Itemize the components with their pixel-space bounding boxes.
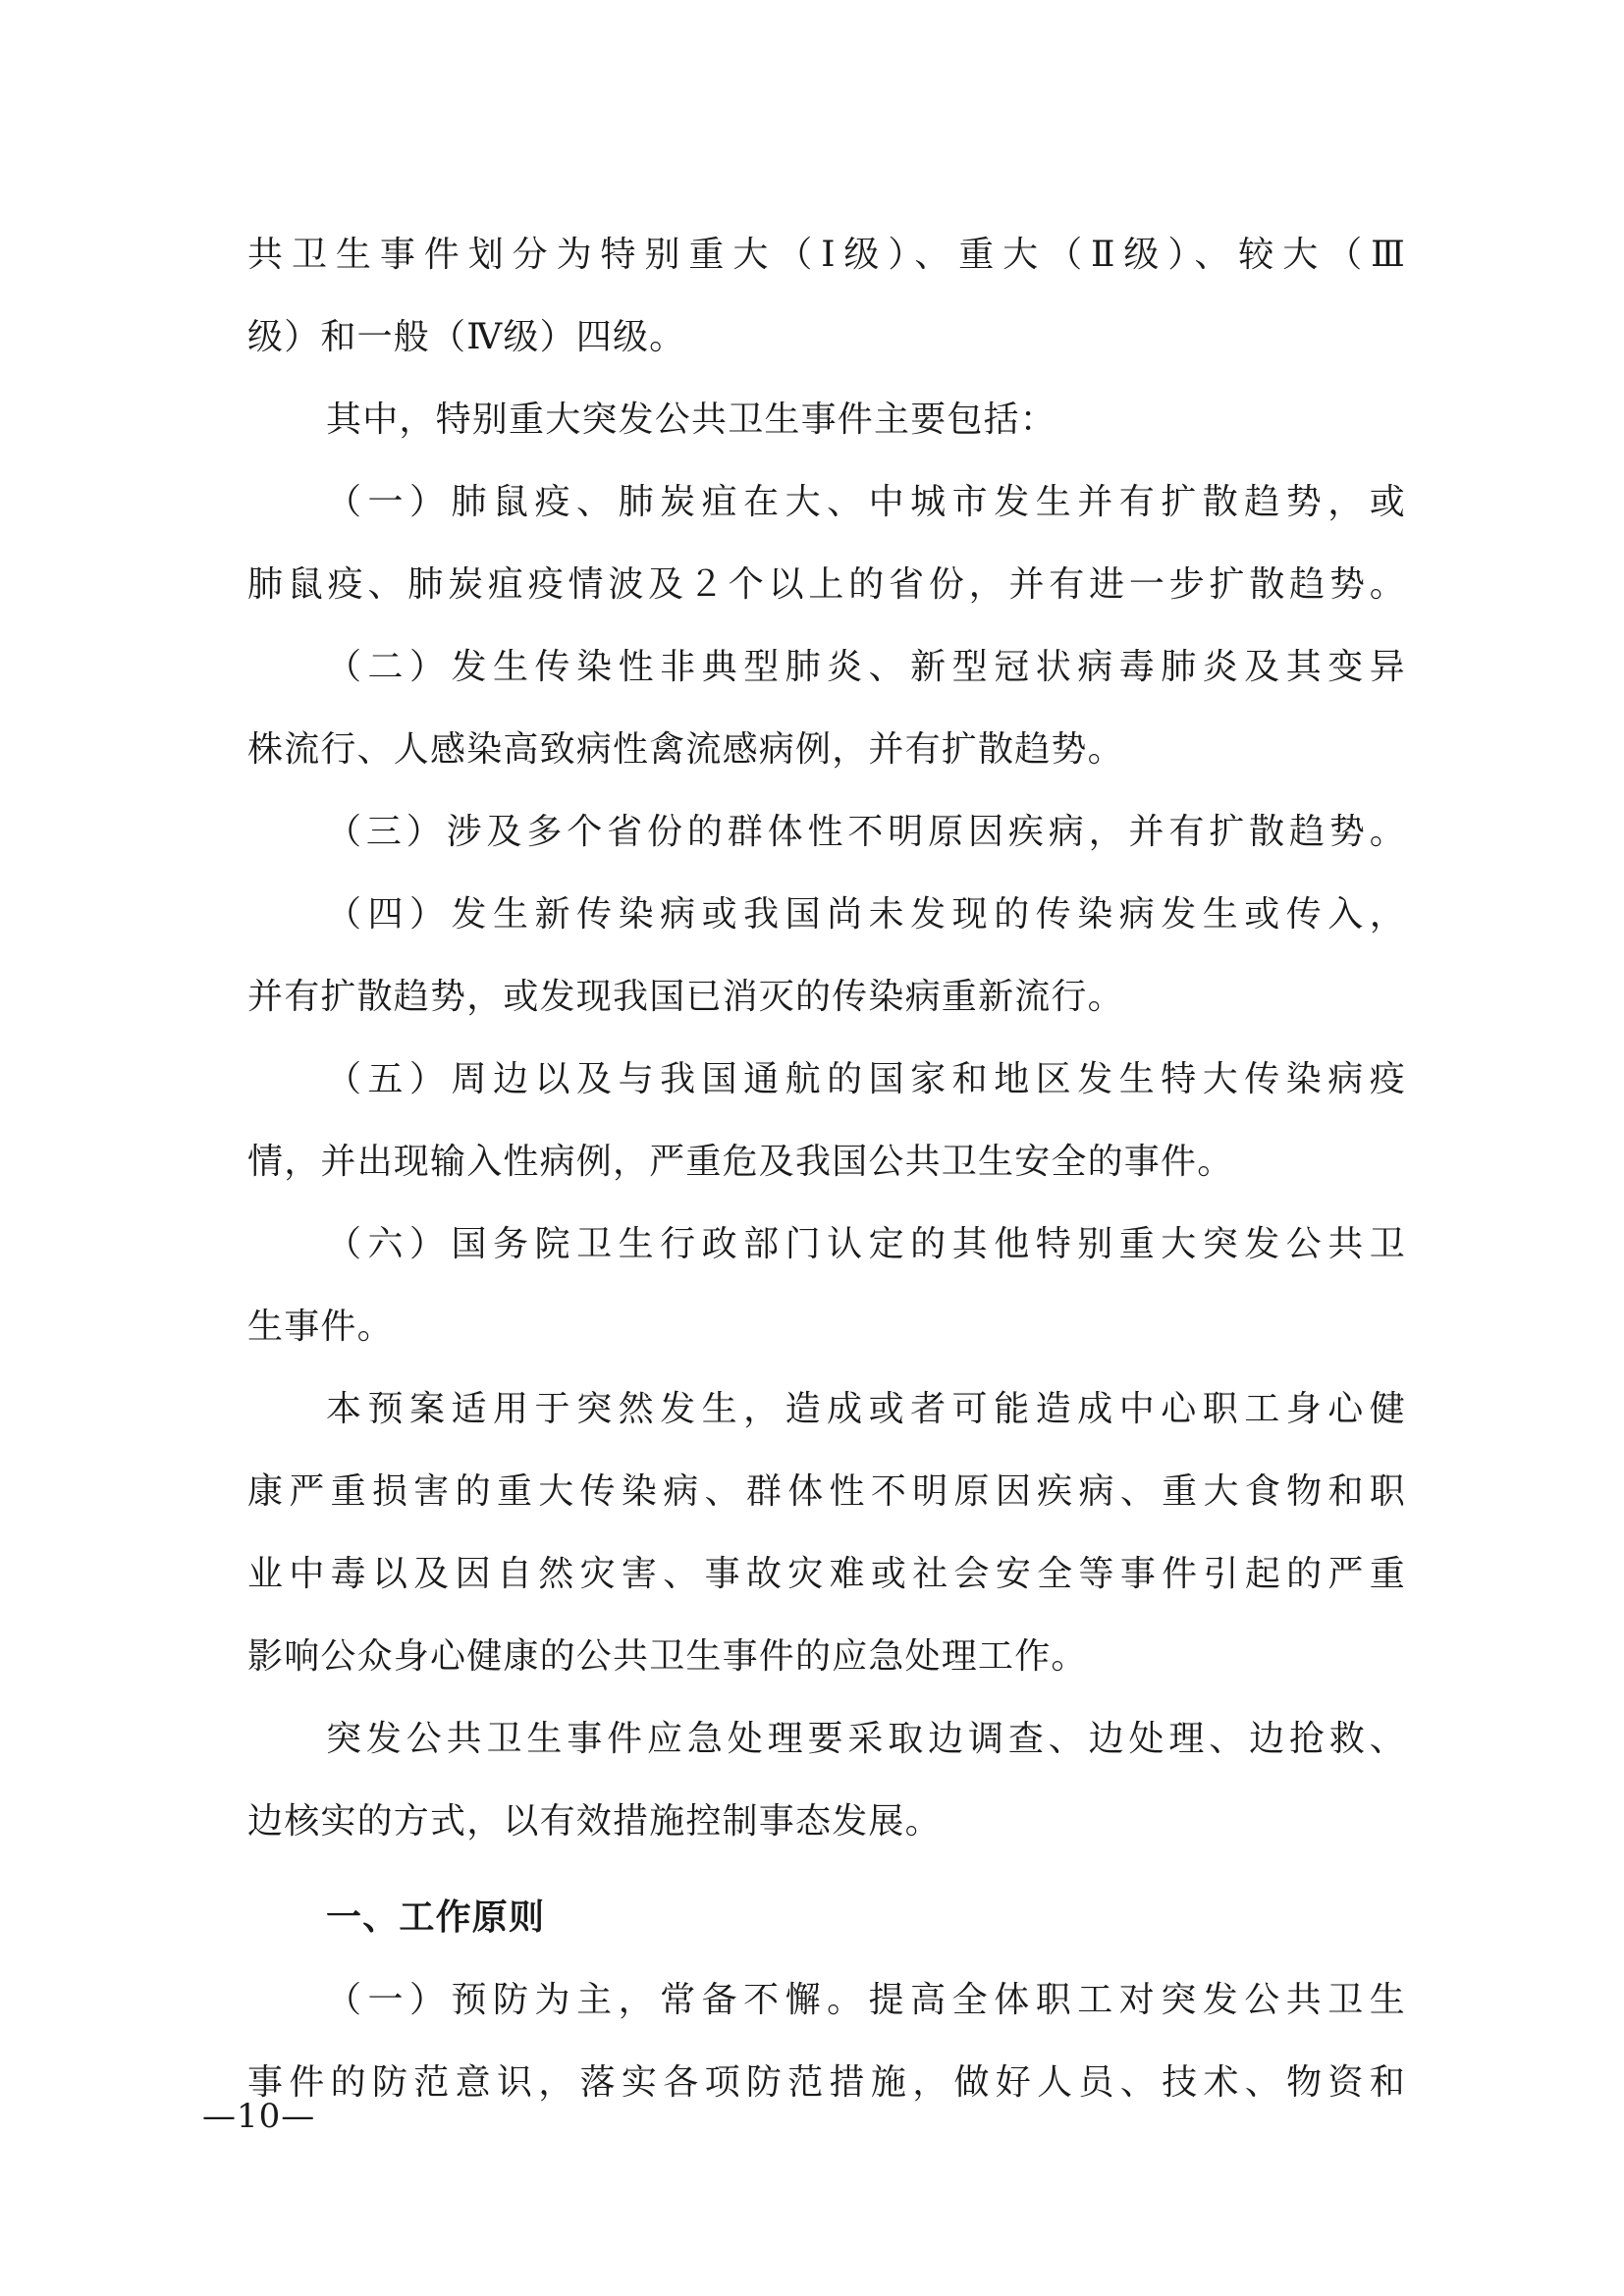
body-line-13: （六）国务院卫生行政部门认定的其他特别重大突发公共卫 <box>326 1224 1406 1264</box>
body-line-19: 突发公共卫生事件应急处理要采取边调查、边处理、边抢救、 <box>326 1719 1406 1759</box>
body-line-11: （五）周边以及与我国通航的国家和地区发生特大传染病疫 <box>326 1059 1406 1099</box>
body-line-7: 株流行、人感染高致病性禽流感病例，并有扩散趋势。 <box>247 729 1124 770</box>
section-heading: 一、工作原则 <box>326 1897 546 1938</box>
body-line-8: （三）涉及多个省份的群体性不明原因疾病，并有扩散趋势。 <box>326 812 1406 852</box>
body-line-20: 边核实的方式，以有效措施控制事态发展。 <box>247 1801 942 1842</box>
body-line-12: 情，并出现输入性病例，严重危及我国公共卫生安全的事件。 <box>247 1142 1234 1182</box>
body-line-17: 业中毒以及因自然灾害、事故灾难或社会安全等事件引起的严重 <box>247 1554 1406 1594</box>
body-line-9: （四）发生新传染病或我国尚未发现的传染病发生或传入， <box>326 894 1406 934</box>
page-number: —10— <box>202 2097 316 2136</box>
body-line-2: 级）和一般（Ⅳ级）四级。 <box>247 317 686 357</box>
body-line-6: （二）发生传染性非典型肺炎、新型冠状病毒肺炎及其变异 <box>326 647 1406 687</box>
body-line-15: 本预案适用于突然发生，造成或者可能造成中心职工身心健 <box>326 1389 1406 1429</box>
body-line-4: （一）肺鼠疫、肺炭疽在大、中城市发生并有扩散趋势，或 <box>326 482 1406 522</box>
body-line-16: 康严重损害的重大传染病、群体性不明原因疾病、重大食物和职 <box>247 1471 1406 1512</box>
body-line-18: 影响公众身心健康的公共卫生事件的应急处理工作。 <box>247 1636 1088 1677</box>
body-line-10: 并有扩散趋势，或发现我国已消灭的传染病重新流行。 <box>247 977 1124 1017</box>
body-line-14: 生事件。 <box>247 1307 394 1347</box>
body-line-5: 肺鼠疫、肺炭疽疫情波及２个以上的省份，并有进一步扩散趋势。 <box>247 564 1406 605</box>
body-line-1: 共卫生事件划分为特别重大（Ⅰ级）、重大（Ⅱ级）、较大（Ⅲ <box>247 235 1406 275</box>
body-line-3: 其中，特别重大突发公共卫生事件主要包括： <box>326 400 1057 440</box>
body-line-21: （一）预防为主，常备不懈。提高全体职工对突发公共卫生 <box>326 1980 1406 2020</box>
body-line-22: 事件的防范意识，落实各项防范措施，做好人员、技术、物资和 <box>247 2062 1406 2103</box>
body-text <box>247 214 1406 2124</box>
